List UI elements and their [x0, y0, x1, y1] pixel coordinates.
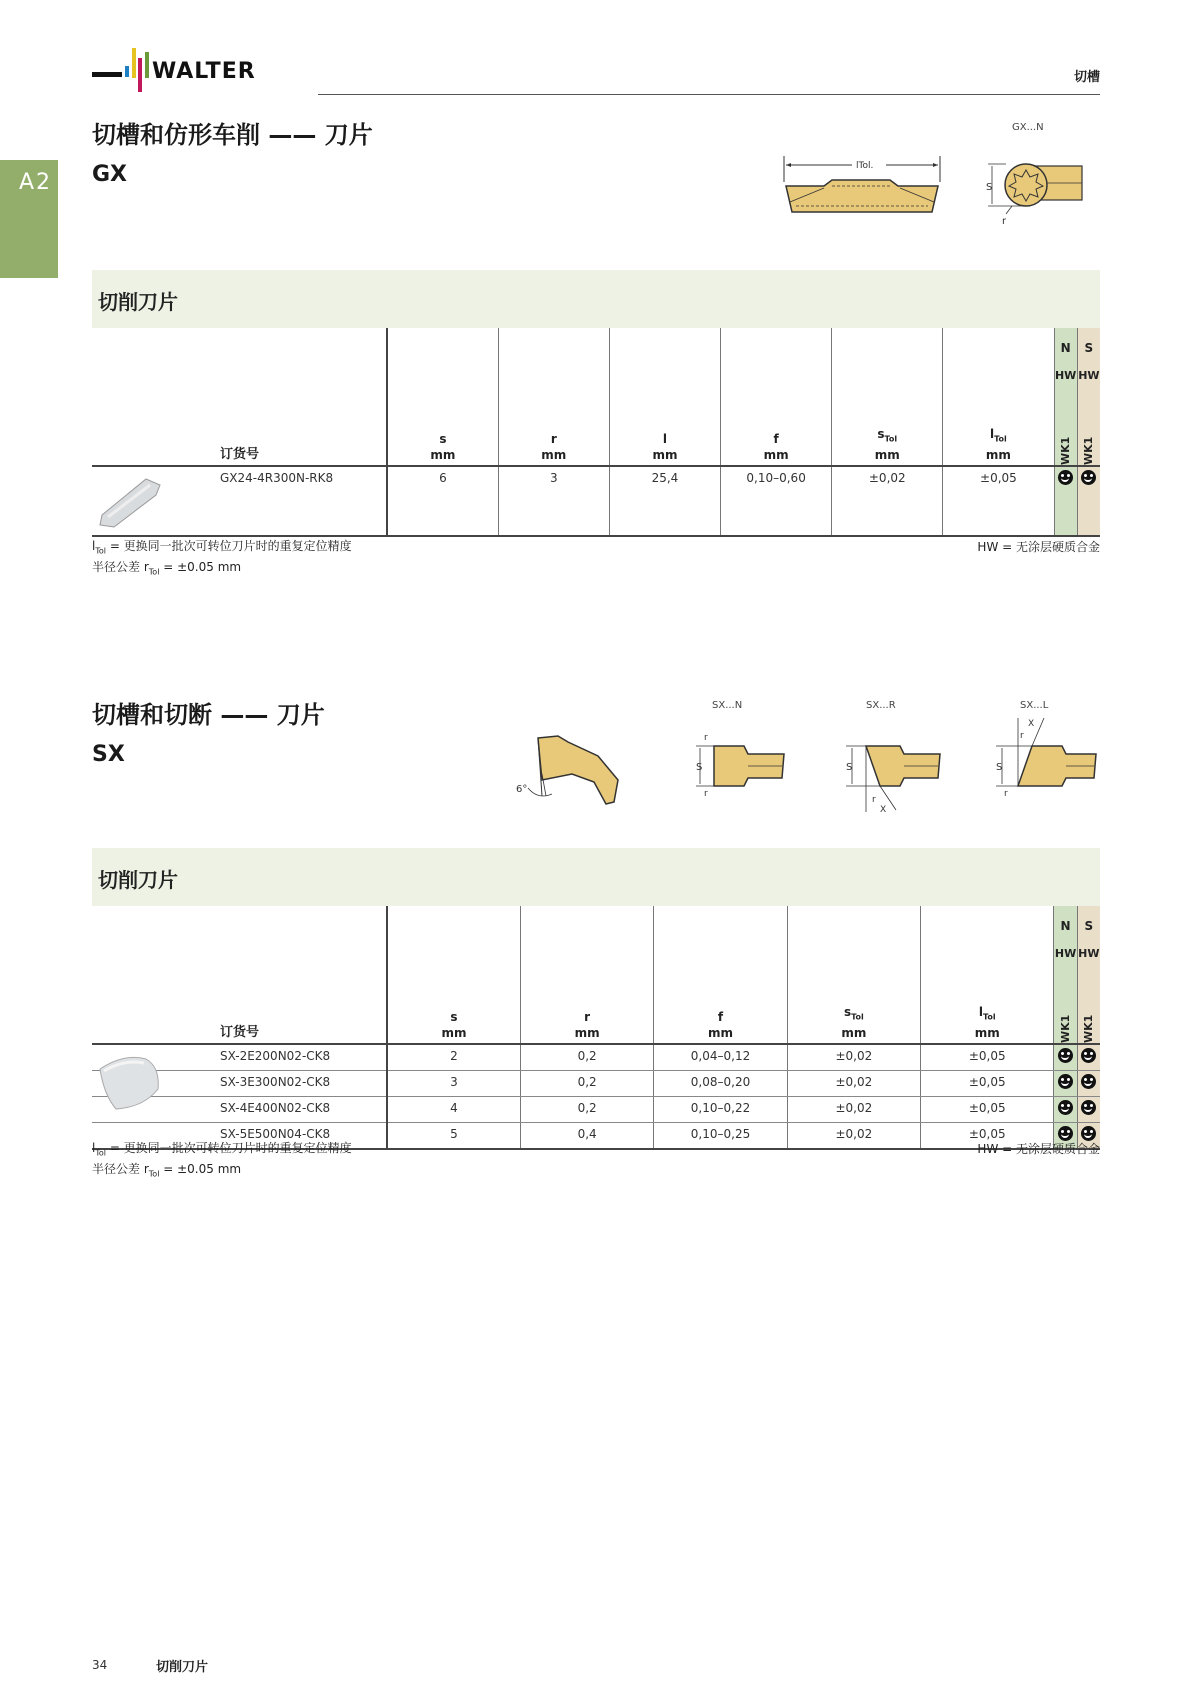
table-header-row: [92, 906, 1100, 1044]
col-header-r: r mm: [498, 328, 609, 466]
section-label: 切槽: [1073, 70, 1100, 85]
chapter-tab-label: A2: [18, 170, 52, 195]
sx-r-label: SX...R: [866, 700, 896, 711]
cell-s-tol: ±0,02: [787, 1097, 920, 1123]
col-header-s-tol: $s_{Tol}$ mm: [787, 906, 920, 1044]
table-row: [92, 1097, 1100, 1123]
footer-label: 切削刀片: [156, 1660, 209, 1675]
cell-grade-n: [1054, 1044, 1077, 1071]
sx-band-label: 切削刀片: [98, 868, 178, 892]
sx-band: [92, 848, 1100, 906]
cell-s: 2: [387, 1044, 520, 1071]
svg-text:WALTER: WALTER: [152, 59, 256, 84]
cell-s-tol: ±0,02: [787, 1044, 920, 1071]
gx-insert-side-diagram: [782, 152, 952, 222]
col-header-l: l mm: [609, 328, 720, 466]
cell-r: 0,4: [520, 1123, 653, 1150]
recommended-smiley-icon: [1058, 470, 1073, 485]
recommended-smiley-icon: [1081, 1074, 1096, 1089]
cell-l: 25,4: [609, 466, 720, 536]
col-header-order: 订货号: [92, 906, 387, 1044]
sx-l-diagram: [990, 714, 1100, 798]
col-header-f: f mm: [654, 906, 787, 1044]
cell-r: 3: [498, 466, 609, 536]
cell-s: 6: [387, 466, 498, 536]
svg-text:r: r: [1004, 789, 1008, 798]
col-header-r: r mm: [520, 906, 653, 1044]
order-code: SX-4E400N02-CK8: [92, 1097, 387, 1123]
svg-text:X: X: [1028, 719, 1035, 729]
sx-insert-side-diagram: [512, 730, 628, 806]
recommended-smiley-icon: [1058, 1074, 1073, 1089]
cell-s-tol: ±0,02: [787, 1123, 920, 1150]
svg-text:6°: 6°: [516, 784, 528, 795]
gx-diagram-label: GX...N: [1012, 122, 1044, 133]
svg-text:r: r: [1002, 216, 1007, 227]
gx-insert-table: [92, 328, 1100, 537]
gx-insert-photo: [94, 473, 164, 529]
cell-f: 0,10–0,22: [654, 1097, 787, 1123]
svg-text:S: S: [996, 762, 1003, 773]
recommended-smiley-icon: [1081, 470, 1096, 485]
sx-l-label: SX...L: [1020, 700, 1049, 711]
sx-section-subtitle: SX: [92, 742, 125, 767]
col-header-grade-n: N HW WK1: [1054, 328, 1077, 466]
table-row: [92, 466, 1100, 536]
recommended-smiley-icon: [1081, 1126, 1096, 1141]
cell-r: 0,2: [520, 1097, 653, 1123]
gx-notes: [92, 538, 352, 581]
sx-notes: [92, 1140, 352, 1183]
gx-section-title: 切槽和仿形车削 —— 刀片: [92, 121, 373, 149]
cell-l-tol: ±0,05: [943, 466, 1054, 536]
sx-insert-photo: [94, 1049, 164, 1115]
col-header-l-tol: $l_{Tol}$ mm: [921, 906, 1054, 1044]
col-header-s: s mm: [387, 906, 520, 1044]
svg-text:S: S: [846, 762, 853, 773]
sx-insert-table: [92, 906, 1100, 1150]
cell-l-tol: ±0,05: [921, 1097, 1054, 1123]
cell-s-tol: ±0,02: [787, 1071, 920, 1097]
cell-l-tol: ±0,05: [921, 1071, 1054, 1097]
gx-section-subtitle: GX: [92, 162, 128, 187]
svg-text:X: X: [880, 805, 887, 814]
col-header-grade-s: S HW WK1: [1077, 328, 1100, 466]
svg-text:lTol.: lTol.: [856, 161, 874, 171]
chapter-tab: [0, 160, 58, 278]
walter-logo: [92, 44, 292, 96]
col-header-grade-n: N HW WK1: [1054, 906, 1077, 1044]
cell-f: 0,10–0,60: [721, 466, 832, 536]
recommended-smiley-icon: [1081, 1048, 1096, 1063]
sx-n-diagram: [690, 730, 790, 796]
svg-text:r: r: [704, 789, 708, 796]
rtol-note: 半径公差 $r_{Tol} = \pm 0.05$ mm: [92, 560, 242, 577]
cell-l-tol: ±0,05: [921, 1123, 1054, 1150]
sx-hw-note: HW = 无涂层硬质合金: [977, 1142, 1100, 1156]
page-number: 34: [92, 1658, 108, 1672]
gx-insert-front-diagram: [982, 160, 1100, 230]
ltol-note: $l_{Tol}$ = 更换同一批次可转位刀片时的重复定位精度: [92, 539, 352, 556]
cell-s: 3: [387, 1071, 520, 1097]
cell-grade-n: [1054, 1071, 1077, 1097]
cell-f: 0,10–0,25: [654, 1123, 787, 1150]
order-code: GX24-4R300N-RK8: [92, 466, 387, 536]
table-row: [92, 1044, 1100, 1071]
col-header-grade-s: S HW WK1: [1077, 906, 1100, 1044]
col-header-l-tol: $l_{Tol}$ mm: [943, 328, 1054, 466]
svg-text:S: S: [696, 762, 703, 773]
gx-band-label: 切削刀片: [98, 290, 178, 314]
cell-grade-s: [1077, 1097, 1100, 1123]
table-header-row: [92, 328, 1100, 466]
order-code: SX-2E200N02-CK8: [92, 1044, 387, 1071]
cell-f: 0,04–0,12: [654, 1044, 787, 1071]
col-header-order: 订货号: [92, 328, 387, 466]
col-header-s: s mm: [387, 328, 498, 466]
svg-text:r: r: [704, 733, 708, 743]
order-code: SX-5E500N04-CK8: [92, 1123, 387, 1150]
cell-l-tol: ±0,05: [921, 1044, 1054, 1071]
cell-grade-n: [1054, 1097, 1077, 1123]
table-row: [92, 1071, 1100, 1097]
ltol-note: $l_{Tol}$ = 更换同一批次可转位刀片时的重复定位精度: [92, 1141, 352, 1158]
recommended-smiley-icon: [1058, 1048, 1073, 1063]
sx-section-title: 切槽和切断 —— 刀片: [92, 701, 325, 729]
recommended-smiley-icon: [1081, 1100, 1096, 1115]
cell-grade-s: [1077, 1071, 1100, 1097]
cell-s-tol: ±0,02: [832, 466, 943, 536]
gx-band: [92, 270, 1100, 328]
col-header-s-tol: $s_{Tol}$ mm: [832, 328, 943, 466]
svg-text:r: r: [872, 795, 876, 805]
header-rule: [318, 94, 1100, 95]
cell-r: 0,2: [520, 1044, 653, 1071]
recommended-smiley-icon: [1058, 1126, 1073, 1141]
cell-grade-n: [1054, 466, 1077, 536]
cell-grade-s: [1077, 1044, 1100, 1071]
sx-r-diagram: [840, 730, 950, 814]
cell-grade-s: [1077, 466, 1100, 536]
order-code: SX-3E300N02-CK8: [92, 1071, 387, 1097]
rtol-note: 半径公差 $r_{Tol} = \pm 0.05$ mm: [92, 1162, 242, 1179]
cell-f: 0,08–0,20: [654, 1071, 787, 1097]
cell-r: 0,2: [520, 1071, 653, 1097]
recommended-smiley-icon: [1058, 1100, 1073, 1115]
svg-text:S: S: [986, 182, 993, 193]
col-header-f: f mm: [721, 328, 832, 466]
gx-hw-note: HW = 无涂层硬质合金: [977, 540, 1100, 554]
cell-s: 5: [387, 1123, 520, 1150]
svg-text:r: r: [1020, 731, 1024, 741]
cell-s: 4: [387, 1097, 520, 1123]
sx-n-label: SX...N: [712, 700, 743, 711]
